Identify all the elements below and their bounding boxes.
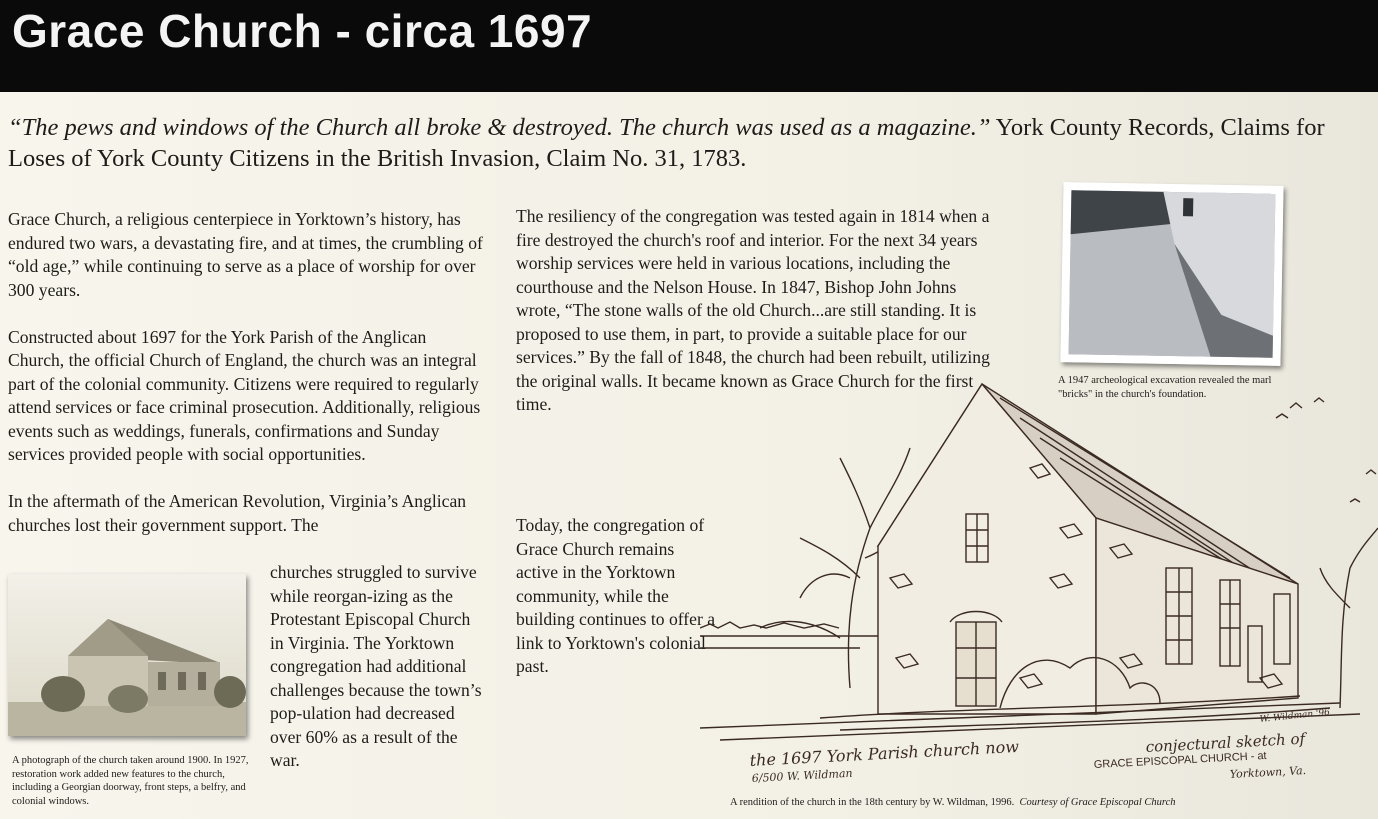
excavation-caption: A 1947 archeological excavation revealed the marl "bricks" in the church's foundation. (1058, 375, 1272, 400)
photo-1900-caption: A photograph of the church taken around 1900. In 1927, restoration work added new features to the church, including a Georgian doorway, front steps, a belfry, and colonial windows. (12, 755, 249, 807)
left-column-continued (270, 561, 484, 773)
title-banner (0, 0, 1378, 92)
rendition-credit: Courtesy of Grace Episcopal Church (1019, 797, 1176, 808)
church-1900-photo (8, 574, 246, 736)
left-paragraph-3-continued: churches struggled to survive while reorgan-izing as the Protestant Episcopal Church in Virginia. The Yorktown congregation had additional challenges because the town’s pop-ulation had decreased over 60% as a result of the war. (270, 562, 482, 770)
page-title: Grace Church - circa 1697 (12, 5, 593, 57)
rendition-caption-text: A rendition of the church in the 18th century by W. Wildman, 1996. (730, 797, 1015, 808)
quote-source: York County Records, Claims for Loses of York County Citizens in the British Invasion, Claim No. 31, 1783. (8, 114, 1325, 172)
church-sketch (700, 378, 1378, 798)
left-paragraph-1: Grace Church, a religious centerpiece in Yorktown’s history, has endured two wars, a devastating fire, and at times, the crumbling of “old age,” while continuing to serve as a place of worship for over 300 years. (8, 209, 483, 300)
sketch-signature: W. Wildman '96 (1259, 707, 1331, 725)
left-paragraph-3: In the aftermath of the American Revolution, Virginia’s Anglican churches lost their government support. The (8, 491, 467, 535)
sketch-signature-left: 6/500 W. Wildman (751, 766, 853, 785)
church-1900-photo-image (8, 574, 246, 736)
left-paragraph-2: Constructed about 1697 for the York Parish of the Anglican Church, the official Church of England, the church was an integral part of the colonial community. Citizens were required to regularly attend services or face criminal prosecution. Additionally, religious events such as weddings, funerals, confirmations and Sunday services provided people with social opportunities. (8, 326, 481, 464)
middle-paragraph-2: Today, the congregation of Grace Church remains active in the Yorktown community, while the building continues to offer a link to Yorktown's colonial past. (516, 515, 716, 676)
sketch-title: the 1697 York Parish church now (749, 736, 1020, 770)
excavation-photo (1060, 182, 1283, 366)
excavation-photo-image (1060, 182, 1283, 366)
left-column (8, 208, 486, 537)
middle-paragraph-1: The resiliency of the congregation was tested again in 1814 when a fire destroyed the church's roof and interior. For the next 34 years worship services were held in various locations, including the courthouse and the Nelson House. In 1847, Bishop John Johns wrote, “The stone walls of the old Church...are still standing. It is proposed to use them, in part, to provide a suitable place for our services.” By the fall of 1848, the church had been rebuilt, utilizing the original walls. It became known as Grace Church for the first time. (516, 206, 990, 414)
sketch-church-name: GRACE EPISCOPAL CHURCH - at (1093, 749, 1267, 771)
quote-text: “The pews and windows of the Church all broke & destroyed. The church was used as a magazine.” (8, 114, 991, 141)
quote-block (8, 112, 1370, 174)
sketch-place: Yorktown, Va. (1229, 764, 1307, 781)
middle-column-bottom (516, 514, 716, 679)
rendition-caption (730, 796, 1330, 810)
sketch-conjectural: conjectural sketch of (1145, 729, 1306, 756)
